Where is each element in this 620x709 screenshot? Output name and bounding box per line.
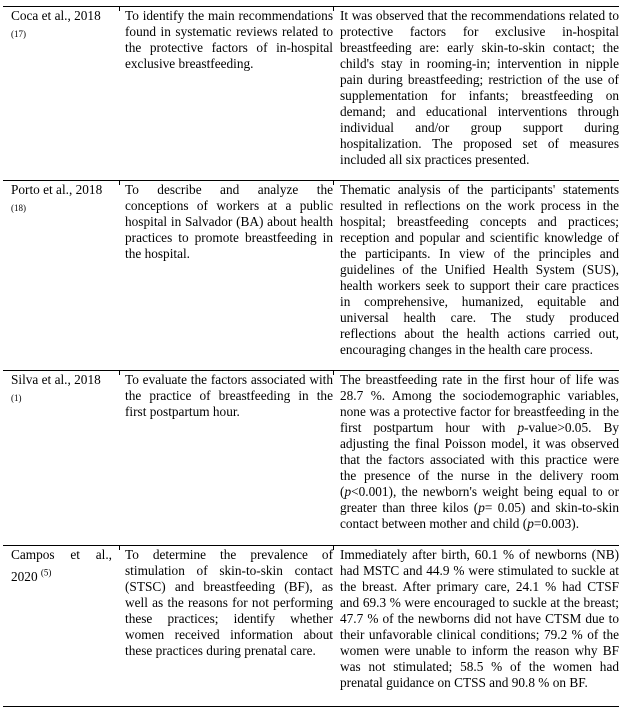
p-symbol: p	[478, 500, 485, 515]
reference-number: (5)	[40, 567, 52, 578]
objective-cell: To evaluate the factors associated with the practice of breastfeeding in the first postpartum hour.	[125, 372, 333, 419]
results-text: =0.003).	[533, 516, 580, 531]
p-symbol: p	[517, 420, 525, 435]
author-year: 2020	[11, 569, 38, 584]
p-symbol: p	[344, 484, 352, 499]
author-name: Campos et al.,	[11, 547, 112, 562]
objective-cell: To describe and analyze the conceptions of workers at a public hospital in Salvador (BA) about health practices to promote breastfeeding in the hospital.	[125, 182, 333, 261]
table-row	[3, 371, 619, 546]
results-text: The breastfeeding rate in the first hour of life was 28.7 %. Among the sociodemographic variables, none was a protective factor for breastfeeding in the first postpartum hour with	[340, 372, 619, 435]
author-cell	[3, 546, 118, 706]
author-cell	[3, 371, 118, 545]
objective-cell: To identify the main recommendations found in systematic reviews related to the protective factors of in-hospital exclusive breastfeeding.	[125, 8, 333, 71]
results-cell	[333, 371, 619, 545]
results-cell: It was observed that the recommendations related to protective factors for exclusive in-hospital breastfeeding are: early skin-to-skin contact; the child's stay in rooming-in; intervention in nipple pain during breastfeeding; restriction of the use of supplementation for infants; breastfeeding on demand; and educational interventions through individual and/or group support during hospitalization. The proposed set of measures included all six practices presented.	[340, 8, 619, 167]
table-row	[3, 7, 619, 181]
objective-cell: To determine the prevalence of stimulation of skin-to-skin contact (STSC) and breastfeeding (BF), as well as the reasons for not performing these practices; identify whether women received information about these practices during prenatal care.	[125, 547, 333, 658]
results-cell: Immediately after birth, 60.1 % of newborns (NB) had MSTC and 44.9 % were stimulated to suckle at the breast. After primary care, 24.1 % had CTSF and 69.3 % were encouraged to suckle at the breast; 47.7 % of the newborns did not have CTSM due to their unfavorable clinical conditions; 79.2 % of the women were unable to inform the reason why BF was not stimulated; 58.5 % of the women had prenatal guidance on CTSS and 90.8 % on BF.	[340, 547, 619, 690]
results-text: -value>0.05. By adjusting the final Poisson model, it was observed that the factors associated with this practice were the presence of the nurse in the delivery room (	[340, 420, 619, 499]
studies-table	[3, 6, 619, 707]
author-name: Porto et al., 2018	[11, 182, 103, 197]
reference-number: (17)	[11, 29, 26, 39]
results-text: <0.001), the newborn's weight being equal to or greater than three kilos (	[340, 484, 619, 515]
reference-number: (18)	[11, 203, 26, 213]
p-symbol: p	[527, 516, 534, 531]
author-cell	[3, 7, 118, 180]
table-row	[3, 546, 619, 707]
author-cell	[3, 181, 118, 370]
reference-number: (1)	[11, 393, 22, 403]
author-name: Silva et al., 2018	[11, 372, 101, 387]
table-row	[3, 181, 619, 371]
author-name: Coca et al., 2018	[11, 8, 101, 23]
results-text: = 0.05) and skin-to-skin contact between mother and child (	[340, 500, 619, 531]
results-cell: Thematic analysis of the participants' statements resulted in reflections on the work process in the hospital; breastfeeding concepts and practices; reception and popular and scientific knowledge of the participants. In view of the principles and guidelines of the Unified Health System (SUS), health workers seek to support their care practices in comprehensive, humanized, equitable and universal health care. The study produced reflections about the health actions carried out, encouraging changes in the health care process.	[340, 182, 619, 357]
